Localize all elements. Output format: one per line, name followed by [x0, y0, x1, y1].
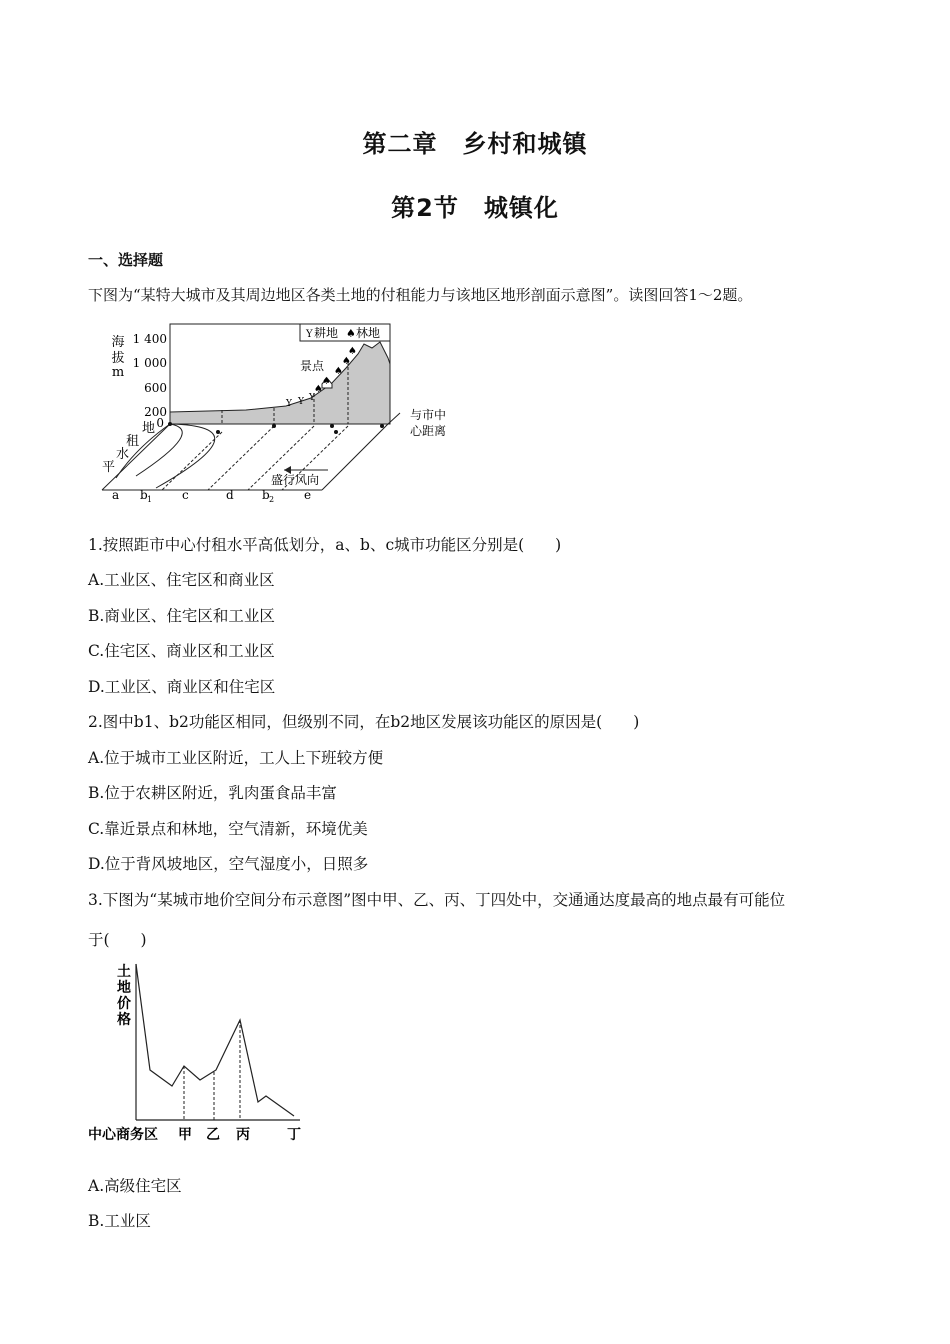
tree-icon: ♠: [348, 346, 357, 357]
farmland-icon: Y: [298, 397, 304, 407]
farmland-icon: Y: [309, 393, 315, 403]
q2-option-d: D.位于背风坡地区，空气湿度小，日照多: [88, 855, 369, 873]
zone-label: a: [112, 488, 120, 502]
boundary-dot: [216, 430, 220, 434]
x-label-cbd: 中心商务区: [88, 1127, 158, 1143]
zone-label: b: [262, 488, 270, 502]
q3-option-b: B.工业区: [88, 1212, 151, 1230]
y-tick: 600: [144, 381, 167, 395]
q1-stem: 1.按照距市中心付租水平高低划分，a、b、c城市功能区分别是( ): [88, 536, 562, 554]
tree-icon: ♠: [342, 356, 351, 367]
y-axis-char: 地: [117, 980, 131, 996]
q2-option-c: C.靠近景点和林地，空气清新，环境优美: [88, 820, 368, 838]
land-price-figure: [86, 956, 316, 1146]
rent-axis-char: 水: [116, 447, 130, 462]
tree-icon: ♠: [322, 376, 331, 387]
y-axis-char: 格: [117, 1012, 131, 1028]
part-heading: 一、选择题: [88, 251, 164, 269]
legend-farmland: 耕地: [314, 326, 339, 340]
x-label-bing: 丙: [236, 1127, 250, 1143]
y-axis-char: m: [111, 365, 125, 380]
y-axis-char: 海: [111, 335, 125, 350]
tree-icon: ♠: [334, 366, 343, 377]
y-tick: 200: [144, 405, 167, 419]
chapter-title: 第二章 乡村和城镇: [362, 130, 588, 158]
q1-option-d: D.工业区、商业区和住宅区: [88, 678, 276, 696]
q1-option-a: A.工业区、住宅区和商业区: [88, 571, 275, 589]
q3-stem-line1: 3.下图为“某城市地价空间分布示意图”图中甲、乙、丙、丁四处中，交通通达度最高的地点最有可能位: [88, 891, 786, 909]
terrain-rent-figure: [96, 318, 456, 508]
scenic-label: 景点: [300, 359, 325, 373]
boundary-dot: [334, 430, 338, 434]
intro-text: 下图为“某特大城市及其周边地区各类土地的付租能力与该地区地形剖面示意图”。读图回答1～2题。: [88, 286, 753, 304]
boundary-dot: [330, 424, 334, 428]
q1-option-b: B.商业区、住宅区和工业区: [88, 607, 275, 625]
x-axis-label: 与市中: [410, 408, 447, 422]
terrain-profile: [170, 342, 390, 424]
tree-icon: ♠: [314, 384, 323, 395]
zone-label: c: [182, 488, 189, 502]
q2-option-a: A.位于城市工业区附近，工人上下班较方便: [88, 749, 384, 767]
rent-axis-char: 地: [142, 421, 156, 436]
farmland-icon: Y: [286, 399, 292, 409]
x-label-jia: 甲: [178, 1127, 192, 1143]
y-axis-char: 价: [117, 996, 131, 1012]
projection-line: [162, 432, 222, 490]
y-tick: 0: [156, 416, 164, 430]
y-axis-char: 土: [117, 964, 131, 980]
x-label-yi: 乙: [206, 1127, 220, 1143]
rent-base-edge: [322, 424, 388, 490]
zone-subscript: 2: [269, 495, 275, 504]
q1-option-c: C.住宅区、商业区和工业区: [88, 642, 275, 660]
q2-option-b: B.位于农耕区附近，乳肉蛋食品丰富: [88, 784, 337, 802]
q2-stem: 2.图中b1、b2功能区相同，但级别不同，在b2地区发展该功能区的原因是( ): [88, 713, 640, 731]
farmland-icon: Y: [306, 329, 313, 340]
x-label-ding: 丁: [287, 1127, 301, 1143]
boundary-dot: [168, 422, 172, 426]
forest-icon: ♠: [346, 327, 356, 340]
boundary-dot: [380, 424, 384, 428]
legend-forest: 林地: [356, 326, 381, 340]
x-axis-label: 心距离: [410, 424, 447, 438]
zone-subscript: 1: [147, 495, 153, 504]
y-axis-char: 拔: [111, 351, 125, 366]
wind-label: 盛行风向: [271, 473, 320, 487]
boundary-dot: [272, 424, 276, 428]
y-tick: 1 400: [132, 332, 167, 346]
land-price-line: [136, 964, 294, 1116]
q3-option-a: A.高级住宅区: [88, 1177, 182, 1195]
rent-axis-char: 租: [126, 434, 140, 449]
rent-curve-industrial: [156, 424, 215, 488]
y-tick: 1 000: [132, 356, 167, 370]
section-title: 第2节 城镇化: [391, 194, 559, 222]
zone-label: d: [226, 488, 234, 502]
q3-stem-line2: 于( ): [88, 931, 147, 949]
rent-axis-char: 平: [102, 460, 116, 475]
zone-label: b: [140, 488, 148, 502]
zone-label: e: [304, 488, 312, 502]
